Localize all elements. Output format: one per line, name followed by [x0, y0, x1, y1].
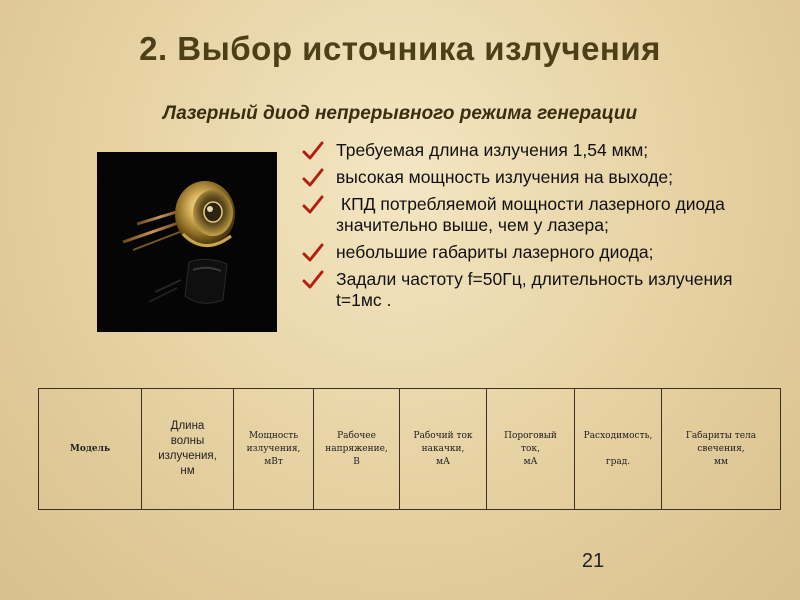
- list-item-text: КПД потребляемой мощности лазерного диода значительно выше, чем у лазера;: [336, 194, 730, 235]
- table-header-power: Мощность излучения, мВт: [234, 389, 314, 510]
- list-item-text: высокая мощность излучения на выходе;: [336, 167, 674, 187]
- page-number: 21: [581, 550, 605, 572]
- list-item: [302, 167, 772, 188]
- red-checkmark-icon: [302, 243, 324, 263]
- red-checkmark-icon: [302, 195, 324, 215]
- list-item: [302, 269, 772, 311]
- table-header-dimensions: Габариты тела свечения, мм: [662, 389, 781, 510]
- list-item: [302, 242, 772, 263]
- table-header-divergence: Расходимость, град.: [575, 389, 662, 510]
- table-header-current: Рабочий ток накачки, мА: [400, 389, 487, 510]
- specs-table: [38, 388, 780, 510]
- slide-title: 2. Выбор источника излучения: [139, 30, 661, 67]
- list-item: [302, 140, 772, 161]
- list-item: [302, 194, 772, 236]
- table-header-wavelength: Длина волны излучения, нм: [142, 389, 234, 510]
- table-row: [39, 389, 781, 510]
- red-checkmark-icon: [302, 141, 324, 161]
- laser-diode-image: [97, 152, 277, 332]
- table-header-voltage: Рабочее напряжение, В: [314, 389, 400, 510]
- table-header-model: Модель: [39, 389, 142, 510]
- slide-subtitle: Лазерный диод непрерывного режима генерации: [162, 103, 638, 124]
- list-item-text: небольшие габариты лазерного диода;: [336, 242, 654, 262]
- feature-list: [302, 140, 772, 317]
- red-checkmark-icon: [302, 270, 324, 290]
- list-item-text: Задали частоту f=50Гц, длительность излучения t=1мс .: [336, 269, 733, 310]
- table-header-threshold: Пороговый ток, мА: [487, 389, 575, 510]
- red-checkmark-icon: [302, 168, 324, 188]
- list-item-text: Требуемая длина излучения 1,54 мкм;: [336, 140, 649, 160]
- laser-diode-photo: [97, 152, 277, 332]
